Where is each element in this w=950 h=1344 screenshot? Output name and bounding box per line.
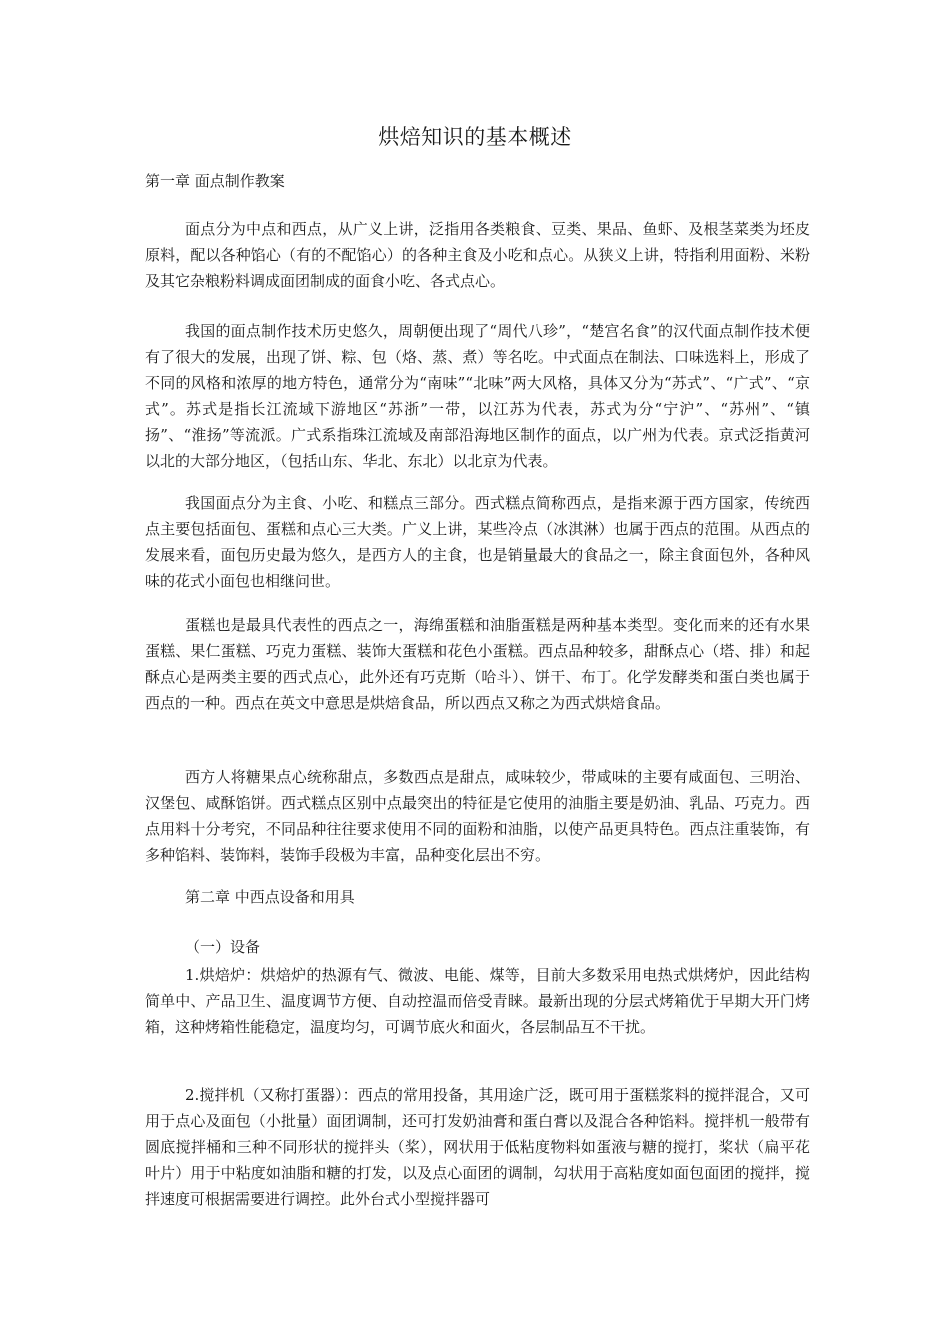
document-title: 烘焙知识的基本概述 <box>378 125 572 149</box>
paragraph-4: 蛋糕也是最具代表性的西点之一，海绵蛋糕和油脂蛋糕是两种基本类型。变化而来的还有水果蛋糕、果仁蛋糕、巧克力蛋糕、装饰大蛋糕和花色小蛋糕。西点品种较多，甜酥点心（塔、排）和起酥点心是两类主要的西式点心，此外还有巧克斯（哈斗）、饼干、布丁。化学发酵类和蛋白类也属于西点的一种。西点在英文中意思是烘焙食品，所以西点又称之为西式烘焙食品。 <box>145 616 810 712</box>
chapter-heading-1: 第一章 面点制作教案 <box>145 172 285 190</box>
paragraph-2: 我国的面点制作技术历史悠久，周朝便出现了“周代八珍”，“楚宫名食”的汉代面点制作技术便有了很大的发展，出现了饼、粽、包（烙、蒸、煮）等名吃。中式面点在制法、口味选料上，形成了不同的风格和浓厚的地方特色，通常分为“南味”“北味”两大风格，具体又分为“苏式”、“广式”、“京式”。苏式是指长江流域下游地区“苏浙”一带，以江苏为代表，苏式为分“宁沪”、“苏州”、“镇扬”、“淮扬”等流派。广式系指珠江流域及南部沿海地区制作的面点，以广州为代表。京式泛指黄河以北的大部分地区，（包括山东、华北、东北）以北京为代表。 <box>145 322 810 470</box>
paragraph-1: 面点分为中点和西点，从广义上讲，泛指用各类粮食、豆类、果品、鱼虾、及根茎菜类为坯皮原料，配以各种馅心（有的不配馅心）的各种主食及小吃和点心。从狭义上讲，特指利用面粉、米粉及其它杂粮粉料调成面团制成的面食小吃、各式点心。 <box>145 220 810 290</box>
paragraph-5: 西方人将糖果点心统称甜点，多数西点是甜点，咸味较少，带咸味的主要有咸面包、三明治、汉堡包、咸酥馅饼。西式糕点区别中点最突出的特征是它使用的油脂主要是奶油、乳品、巧克力。西点用料十分考究，不同品种往往要求使用不同的面粉和油脂，以使产品更具特色。西点注重装饰，有多种馅料、装饰料，装饰手段极为丰富，品种变化层出不穷。 <box>145 768 810 864</box>
section-heading-equipment: （一）设备 <box>185 938 261 956</box>
chapter-heading-2: 第二章 中西点设备和用具 <box>185 888 355 906</box>
paragraph-3: 我国面点分为主食、小吃、和糕点三部分。西式糕点简称西点，是指来源于西方国家，传统西点主要包括面包、蛋糕和点心三大类。广义上讲，某些冷点（冰淇淋）也属于西点的范围。从西点的发展来看，面包历史最为悠久，是西方人的主食，也是销量最大的食品之一，除主食面包外，各种风味的花式小面包也相继问世。 <box>145 494 810 590</box>
equipment-paragraph-oven: 1.烘焙炉：烘焙炉的热源有气、微波、电能、煤等，目前大多数采用电热式烘烤炉，因此结构简单中、产品卫生、温度调节方便、自动控温而倍受青睐。最新出现的分层式烤箱优于早期大开门烤箱，这种烤箱性能稳定，温度均匀，可调节底火和面火，各层制品互不干扰。 <box>145 966 810 1036</box>
equipment-paragraph-mixer: 2.搅拌机（又称打蛋器）：西点的常用投备，其用途广泛，既可用于蛋糕浆料的搅拌混合，又可用于点心及面包（小批量）面团调制，还可打发奶油膏和蛋白膏以及混合各种馅料。搅拌机一般带有圆底搅拌桶和三种不同形状的搅拌头（桨），网状用于低粘度物料如蛋液与糖的搅打，桨状（扁平花叶片）用于中粘度如油脂和糖的打发，以及点心面团的调制，勾状用于高粘度如面包面团的搅拌，搅拌速度可根据需要进行调控。此外台式小型搅拌器可 <box>145 1086 810 1208</box>
